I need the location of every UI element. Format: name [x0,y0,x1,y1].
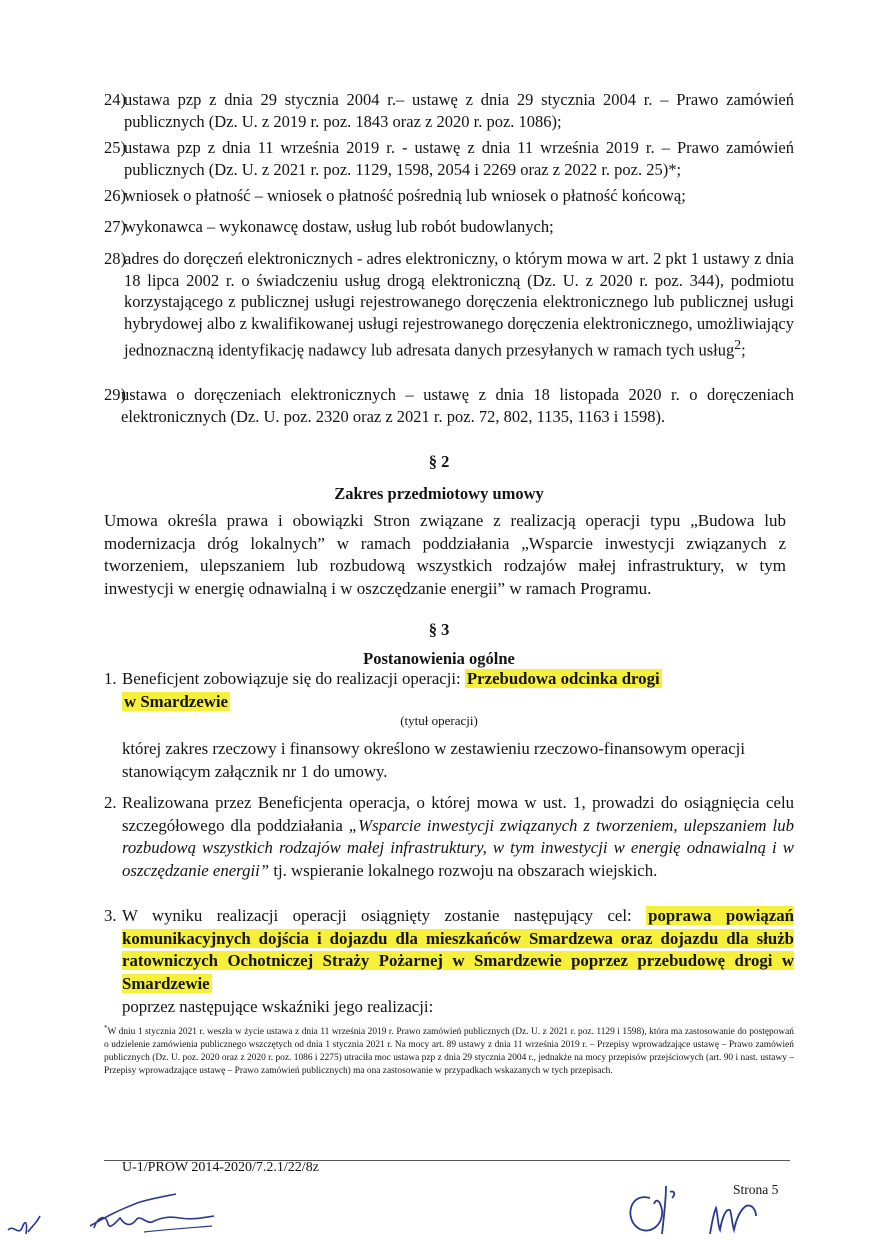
item-italic-text: „Wsparcie inwestycji związanych z tworzeniem, ulepszaniem lub rozbudową wszystkich rodzajów małej infrastruktury, w tym inwestycji w energię odnawialną i w oszczędzanie energii” [122,815,794,880]
item-number: 26) [104,186,126,205]
list-item [104,137,794,180]
item-text: ustawa pzp z dnia 11 września 2019 r. - ustawę z dnia 11 września 2019 r. – Prawo zamówień publicznych (Dz. U. z 2021 r. poz. 1129, 1598, 2054 i 2269 oraz z 2022 r. poz. 25)*; [124,138,794,179]
handwritten-signature [84,1188,224,1238]
list-item [104,185,794,207]
item-text [122,905,794,995]
item-text: ustawa o doręczeniach elektronicznych – ustawę z dnia 18 listopada 2020 r. o doręczeniach elektronicznych (Dz. U. poz. 2320 oraz z 2021 r. poz. 72, 802, 1135, 1163 i 1598). [121,385,794,426]
caption-operation-title: (tytuł operacji) [400,713,478,728]
item-text [122,668,794,713]
section-body: Umowa określa prawa i obowiązki Stron związane z realizacją operacji typu „Budowa lub modernizacja dróg lokalnych” w ramach poddziałania „Wsparcie inwestycji związanych z tworzeniem, ulepszaniem lub rozbudową wszystkich rodzajów małej infrastruktury, w tym inwestycji w energię odnawialną i w oszczędzanie energii” w ramach Programu. [104,511,786,598]
item-number: 25) [104,138,126,157]
item-number: 28) [104,249,126,268]
list-item [104,216,794,238]
footnote [104,1022,794,1078]
item-text [124,248,794,361]
highlighted-operation-title: Przebudowa odcinka drogi [466,669,660,688]
item-text: ustawa pzp z dnia 29 stycznia 2004 r.– ustawę z dnia 29 stycznia 2004 r. – Prawo zamówień publicznych (Dz. U. z 2019 r. poz. 1843 oraz z 2020 r. poz. 1086); [124,90,794,131]
handwritten-signature [704,1192,762,1240]
item-number: 29) [104,385,126,404]
section-number: § 3 [428,620,450,639]
item-text-before: Beneficjent zobowiązuje się do realizacji operacji: [122,669,465,688]
highlighted-goal: poprawa powiązań komunikacyjnych dojścia i dojazdu dla mieszkańców Smardzewa oraz dojazdu dla służb ratowniczych Ochotniczej Straży Pożarnej w Smardzewie poprzez przebudowę drogi w Smardzewie [122,906,794,993]
initials-signature [4,1210,44,1242]
item-text: wniosek o płatność – wniosek o płatność pośrednią lub wniosek o płatność końcową; [124,186,686,205]
item-number: 3. [104,906,117,925]
item-number: 24) [104,90,126,109]
item-text-body: adres do doręczeń elektronicznych - adres elektroniczny, o którym mowa w art. 2 pkt 1 ustawy z dnia 18 lipca 2002 r. o świadczeniu usług drogą elektroniczną (Dz. U. z 2020 r. poz. 344), podmiotu korzystającego z publicznej usługi rejestrowanego doręczenia elektronicznego lub publicznej usługi hybrydowej albo z kwalifikowanej usługi rejestrowanego doręczenia elektronicznego, umożliwiający jednoznaczną identyfikację nadawcy lub adresata danych przesyłanych w ramach tych usług [124,249,794,360]
footnote-text: W dniu 1 stycznia 2021 r. weszła w życie ustawa z dnia 11 września 2019 r. Prawo zamówień publicznych (Dz. U. z 2021 r. poz. 1129 i 1598), która ma zastosowanie do postępowań o udzielenie zamówienia publicznego wszczętych od dnia 1 stycznia 2021 r. Na mocy art. 89 ustawy z dnia 11 września 2019 r. – Przepisy wprowadzające ustawę – Prawo zamówień publicznych (Dz. U. poz. 2020 oraz z 2020 r. poz. 1086 i 2275) utraciła moc ustawa pzp z dnia 29 stycznia 2004 r., jednakże na mocy przepisów przejściowych (art. 90 i nast. ustawy – Przepisy wprowadzające ustawę – Prawo zamówień publicznych) ma ona zastosowanie w przypadkach wskazanych w tych przepisach. [104,1027,794,1077]
list-item [104,89,794,132]
item-text-before: Realizowana przez Beneficjenta operacja, o której mowa w ust. 1, prowadzi do osiągnięcia celu szczegółowego dla poddziałania [122,793,794,835]
list-item [104,248,794,361]
item-number: 27) [104,217,126,236]
numbered-item [104,668,794,713]
footnote-marker: * [104,1024,108,1032]
numbered-item [104,905,794,995]
item-text [122,792,794,882]
item-continuation: poprzez następujące wskaźniki jego realizacji: [122,997,434,1016]
item-continuation: której zakres rzeczowy i finansowy określono w zestawieniu rzeczowo-finansowym operacji stanowiącym załącznik nr 1 do umowy. [122,739,745,781]
item-text: wykonawca – wykonawcę dostaw, usług lub robót budowlanych; [124,217,554,236]
item-text-after: tj. wspieranie lokalnego rozwoju na obszarach wiejskich. [269,860,658,880]
item-text-before: W wyniku realizacji operacji osiągnięty zostanie następujący cel: [122,906,647,925]
section-title: Zakres przedmiotowy umowy [334,484,544,503]
list-item [104,384,794,427]
item-number: 1. [104,669,117,688]
handwritten-signature [620,1178,690,1240]
section-title: Postanowienia ogólne [363,649,515,668]
highlighted-operation-title-cont: w Smardzewie [124,691,228,711]
page-number: Strona 5 [733,1182,779,1197]
footnote-ref: 2 [734,337,742,353]
document-reference: U-1/PROW 2014-2020/7.2.1/22/8z [122,1160,319,1175]
numbered-item [104,792,794,882]
item-text-end: ; [741,340,746,360]
section-number: § 2 [428,452,450,471]
item-number: 2. [104,793,117,812]
